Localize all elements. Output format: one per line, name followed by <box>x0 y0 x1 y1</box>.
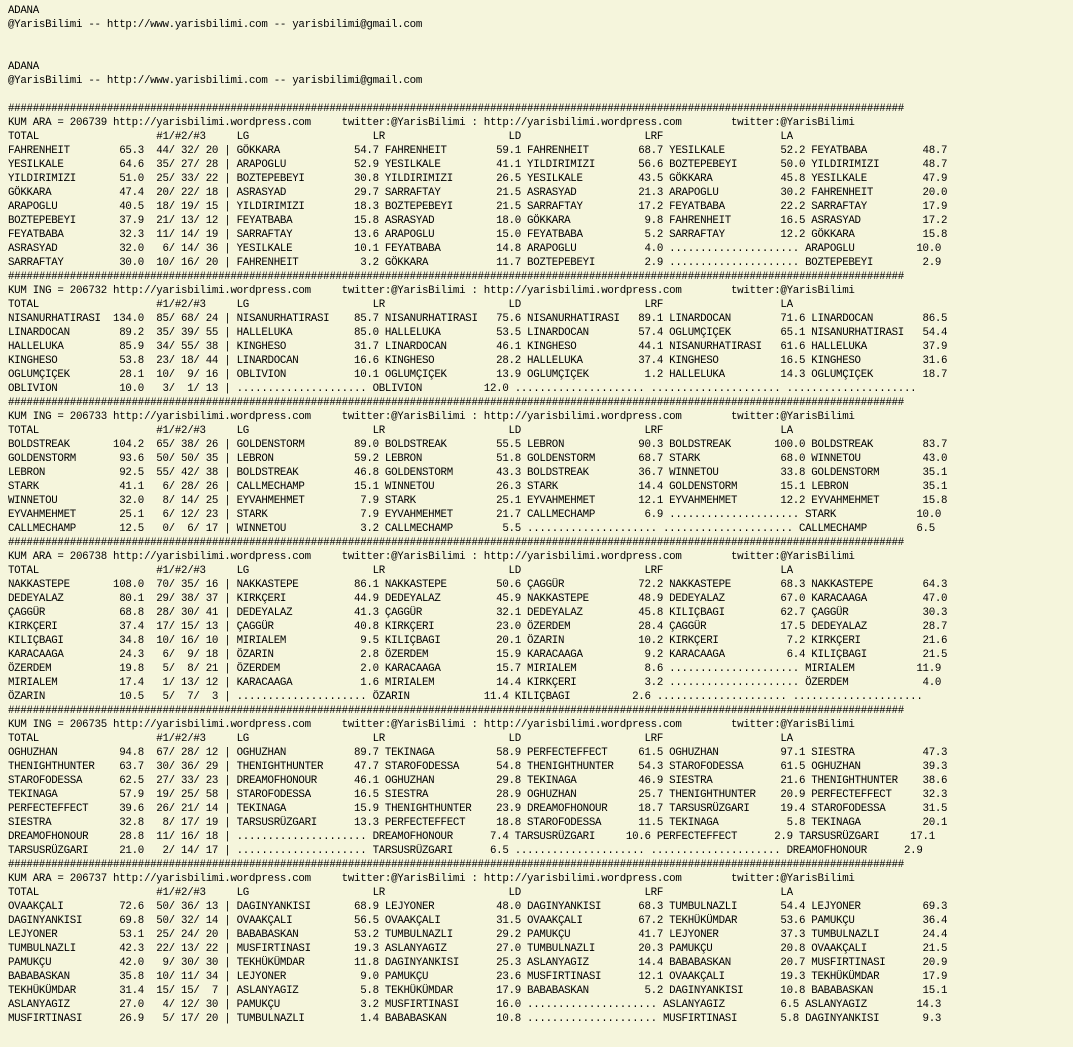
table-row: PERFECTEFFECT 39.6 26/ 21/ 14 | TEKINAGA 15.9 THENIGHTHUNTER 23.9 DREAMOFHONOUR 18.7 TARSUSRÜZGARI 19.4 STAROFODESSA 31.5 <box>8 803 948 815</box>
table-row: MIRIALEM 17.4 1/ 13/ 12 | KARACAAGA 1.6 MIRIALEM 14.4 KIRKÇERI 3.2 ..................... ÖZERDEM 4.0 <box>8 677 942 689</box>
table-row: SARRAFTAY 30.0 10/ 16/ 20 | FAHRENHEIT 3.2 GÖKKARA 11.7 BOZTEPEBEYI 2.9 ..................... BOZTEPEBEYI 2.9 <box>8 257 942 269</box>
table-row: CALLMECHAMP 12.5 0/ 6/ 17 | WINNETOU 3.2 CALLMECHAMP 5.5 ..................... ..................... CALLMECHAMP 6.5 <box>8 523 935 535</box>
table-row: STAROFODESSA 62.5 27/ 33/ 23 | DREAMOFHONOUR 46.1 OGHUZHAN 29.8 TEKINAGA 46.9 SIESTRA 21.6 THENIGHTHUNTER 38.6 <box>8 775 948 787</box>
race-title-line: KUM ING = 206735 http://yarisbilimi.wordpress.com twitter:@YarisBilimi : http://yarisbilimi.wordpress.com twitter:@YarisBilimi <box>8 719 855 731</box>
table-row: GÖKKARA 47.4 20/ 22/ 18 | ASRASYAD 29.7 SARRAFTAY 21.5 ASRASYAD 21.3 ARAPOGLU 30.2 FAHRENHEIT 20.0 <box>8 187 948 199</box>
table-row: KIRKÇERI 37.4 17/ 15/ 13 | ÇAGGÜR 40.8 KIRKÇERI 23.0 ÖZERDEM 28.4 ÇAGGÜR 17.5 DEDEYALAZ 28.7 <box>8 621 948 633</box>
column-header-line: TOTAL #1/#2/#3 LG LR LD LRF LA <box>8 425 793 437</box>
blank-line <box>8 46 947 60</box>
table-row: SIESTRA 32.8 8/ 17/ 19 | TARSUSRÜZGARI 13.3 PERFECTEFFECT 18.8 STAROFODESSA 11.5 TEKINAGA 5.8 TEKINAGA 20.1 <box>8 817 948 829</box>
table-row: BOLDSTREAK 104.2 65/ 38/ 26 | GOLDENSTORM 89.0 BOLDSTREAK 55.5 LEBRON 90.3 BOLDSTREAK 100.0 BOLDSTREAK 83.7 <box>8 439 948 451</box>
column-header-line: TOTAL #1/#2/#3 LG LR LD LRF LA <box>8 299 793 311</box>
table-row: TUMBULNAZLI 42.3 22/ 13/ 22 | MUSFIRTINASI 19.3 ASLANYAGIZ 27.0 TUMBULNAZLI 20.3 PAMUKÇU 20.8 OVAAKÇALI 21.5 <box>8 943 948 955</box>
race-title-line: KUM ARA = 206737 http://yarisbilimi.wordpress.com twitter:@YarisBilimi : http://yarisbilimi.wordpress.com twitter:@YarisBilimi <box>8 873 855 885</box>
table-row: ARAPOGLU 40.5 18/ 19/ 15 | YILDIRIMIZI 18.3 BOZTEPEBEYI 21.5 SARRAFTAY 17.2 FEYATBABA 22.2 SARRAFTAY 17.9 <box>8 201 948 213</box>
page-title: ADANA <box>8 5 39 17</box>
table-row: GOLDENSTORM 93.6 50/ 50/ 35 | LEBRON 59.2 LEBRON 51.8 GOLDENSTORM 68.7 STARK 68.0 WINNETOU 43.0 <box>8 453 948 465</box>
table-row: BOZTEPEBEYI 37.9 21/ 13/ 12 | FEYATBABA 15.8 ASRASYAD 18.0 GÖKKARA 9.8 FAHRENHEIT 16.5 ASRASYAD 17.2 <box>8 215 948 227</box>
separator-line: ################################################################################################################################################# <box>8 705 904 717</box>
table-row: LEJYONER 53.1 25/ 24/ 20 | BABABASKAN 53.2 TUMBULNAZLI 29.2 PAMUKÇU 41.7 LEJYONER 37.3 TUMBULNAZLI 24.4 <box>8 929 948 941</box>
separator-line: ################################################################################################################################################# <box>8 397 904 409</box>
table-row: NAKKASTEPE 108.0 70/ 35/ 16 | NAKKASTEPE 86.1 NAKKASTEPE 50.6 ÇAGGÜR 72.2 NAKKASTEPE 68.3 NAKKASTEPE 64.3 <box>8 579 948 591</box>
table-row: OGLUMÇIÇEK 28.1 10/ 9/ 16 | OBLIVION 10.1 OGLUMÇIÇEK 13.9 OGLUMÇIÇEK 1.2 HALLELUKA 14.3 OGLUMÇIÇEK 18.7 <box>8 369 948 381</box>
table-row: DAGINYANKISI 69.8 50/ 32/ 14 | OVAAKÇALI 56.5 OVAAKÇALI 31.5 OVAAKÇALI 67.2 TEKHÜKÜMDAR 53.6 PAMUKÇU 36.4 <box>8 915 948 927</box>
table-row: KARACAAGA 24.3 6/ 9/ 18 | ÖZARIN 2.8 ÖZERDEM 15.9 KARACAAGA 9.2 KARACAAGA 6.4 KILIÇBAGI 21.5 <box>8 649 948 661</box>
table-row: HALLELUKA 85.9 34/ 55/ 38 | KINGHESO 31.7 LINARDOCAN 46.1 KINGHESO 44.1 NISANURHATIRASI 61.6 HALLELUKA 37.9 <box>8 341 948 353</box>
table-row: FEYATBABA 32.3 11/ 14/ 19 | SARRAFTAY 13.6 ARAPOGLU 15.0 FEYATBABA 5.2 SARRAFTAY 12.2 GÖKKARA 15.8 <box>8 229 948 241</box>
table-row: ÇAGGÜR 68.8 28/ 30/ 41 | DEDEYALAZ 41.3 ÇAGGÜR 32.1 DEDEYALAZ 45.8 KILIÇBAGI 62.7 ÇAGGÜR 30.3 <box>8 607 948 619</box>
table-row: LINARDOCAN 89.2 35/ 39/ 55 | HALLELUKA 85.0 HALLELUKA 53.5 LINARDOCAN 57.4 OGLUMÇIÇEK 65.1 NISANURHATIRASI 54.4 <box>8 327 948 339</box>
table-row: PAMUKÇU 42.0 9/ 30/ 30 | TEKHÜKÜMDAR 11.8 DAGINYANKISI 25.3 ASLANYAGIZ 14.4 BABABASKAN 20.7 MUSFIRTINASI 20.9 <box>8 957 948 969</box>
table-row: YESILKALE 64.6 35/ 27/ 28 | ARAPOGLU 52.9 YESILKALE 41.1 YILDIRIMIZI 56.6 BOZTEPEBEYI 50.0 YILDIRIMIZI 48.7 <box>8 159 948 171</box>
table-row: FAHRENHEIT 65.3 44/ 32/ 20 | GÖKKARA 54.7 FAHRENHEIT 59.1 FAHRENHEIT 68.7 YESILKALE 52.2 FEYATBABA 48.7 <box>8 145 948 157</box>
table-row: TEKHÜKÜMDAR 31.4 15/ 15/ 7 | ASLANYAGIZ 5.8 TEKHÜKÜMDAR 17.9 BABABASKAN 5.2 DAGINYANKISI 10.8 BABABASKAN 15.1 <box>8 985 948 997</box>
table-row: OVAAKÇALI 72.6 50/ 36/ 13 | DAGINYANKISI 68.9 LEJYONER 48.0 DAGINYANKISI 68.3 TUMBULNAZLI 54.4 LEJYONER 69.3 <box>8 901 948 913</box>
table-row: THENIGHTHUNTER 63.7 30/ 36/ 29 | THENIGHTHUNTER 47.7 STAROFODESSA 54.8 THENIGHTHUNTER 54.3 STAROFODESSA 61.5 OGHUZHAN 39.3 <box>8 761 948 773</box>
table-row: EYVAHMEHMET 25.1 6/ 12/ 23 | STARK 7.9 EYVAHMEHMET 21.7 CALLMECHAMP 6.9 ..................... STARK 10.0 <box>8 509 942 521</box>
table-row: OBLIVION 10.0 3/ 1/ 13 | ..................... OBLIVION 12.0 ..................... ..................... ..................... <box>8 383 917 395</box>
race-title-line: KUM ARA = 206738 http://yarisbilimi.wordpress.com twitter:@YarisBilimi : http://yarisbilimi.wordpress.com twitter:@YarisBilimi <box>8 551 855 563</box>
race-title-line: KUM ARA = 206739 http://yarisbilimi.wordpress.com twitter:@YarisBilimi : http://yarisbilimi.wordpress.com twitter:@YarisBilimi <box>8 117 855 129</box>
blank-line <box>8 32 947 46</box>
table-row: ÖZARIN 10.5 5/ 7/ 3 | ..................... ÖZARIN 11.4 KILIÇBAGI 2.6 ..................... ..................... <box>8 691 923 703</box>
table-row: WINNETOU 32.0 8/ 14/ 25 | EYVAHMEHMET 7.9 STARK 25.1 EYVAHMEHMET 12.1 EYVAHMEHMET 12.2 EYVAHMEHMET 15.8 <box>8 495 948 507</box>
separator-line: ################################################################################################################################################# <box>8 859 904 871</box>
column-header-line: TOTAL #1/#2/#3 LG LR LD LRF LA <box>8 131 793 143</box>
race-title-line: KUM ING = 206733 http://yarisbilimi.wordpress.com twitter:@YarisBilimi : http://yarisbilimi.wordpress.com twitter:@YarisBilimi <box>8 411 855 423</box>
separator-line: ################################################################################################################################################# <box>8 537 904 549</box>
table-row: DEDEYALAZ 80.1 29/ 38/ 37 | KIRKÇERI 44.9 DEDEYALAZ 45.9 NAKKASTEPE 48.9 DEDEYALAZ 67.0 KARACAAGA 47.0 <box>8 593 948 605</box>
table-row: STARK 41.1 6/ 28/ 26 | CALLMECHAMP 15.1 WINNETOU 26.3 STARK 14.4 GOLDENSTORM 15.1 LEBRON 35.1 <box>8 481 948 493</box>
table-row: BABABASKAN 35.8 10/ 11/ 34 | LEJYONER 9.0 PAMUKÇU 23.6 MUSFIRTINASI 12.1 OVAAKÇALI 19.3 TEKHÜKÜMDAR 17.9 <box>8 971 948 983</box>
table-row: TARSUSRÜZGARI 21.0 2/ 14/ 17 | ..................... TARSUSRÜZGARI 6.5 ..................... ..................... DREAMOFHONOUR 2.9 <box>8 845 923 857</box>
race-stats-document <box>8 4 947 1026</box>
table-row: DREAMOFHONOUR 28.8 11/ 16/ 18 | ..................... DREAMOFHONOUR 7.4 TARSUSRÜZGARI 10.6 PERFECTEFFECT 2.9 TARSUSRÜZGARI 17.1 <box>8 831 935 843</box>
column-header-line: TOTAL #1/#2/#3 LG LR LD LRF LA <box>8 733 793 745</box>
separator-line: ################################################################################################################################################# <box>8 103 904 115</box>
column-header-line: TOTAL #1/#2/#3 LG LR LD LRF LA <box>8 887 793 899</box>
race-title-line: KUM ING = 206732 http://yarisbilimi.wordpress.com twitter:@YarisBilimi : http://yarisbilimi.wordpress.com twitter:@YarisBilimi <box>8 285 855 297</box>
table-row: LEBRON 92.5 55/ 42/ 38 | BOLDSTREAK 46.8 GOLDENSTORM 43.3 BOLDSTREAK 36.7 WINNETOU 33.8 GOLDENSTORM 35.1 <box>8 467 948 479</box>
table-row: ÖZERDEM 19.8 5/ 8/ 21 | ÖZERDEM 2.0 KARACAAGA 15.7 MIRIALEM 8.6 ..................... MIRIALEM 11.9 <box>8 663 942 675</box>
table-row: NISANURHATIRASI 134.0 85/ 68/ 24 | NISANURHATIRASI 85.7 NISANURHATIRASI 75.6 NISANURHATIRASI 89.1 LINARDOCAN 71.6 LINARDOCAN 86.5 <box>8 313 948 325</box>
table-row: KINGHESO 53.8 23/ 18/ 44 | LINARDOCAN 16.6 KINGHESO 28.2 HALLELUKA 37.4 KINGHESO 16.5 KINGHESO 31.6 <box>8 355 948 367</box>
table-row: TEKINAGA 57.9 19/ 25/ 58 | STAROFODESSA 16.5 SIESTRA 28.9 OGHUZHAN 25.7 THENIGHTHUNTER 20.9 PERFECTEFFECT 32.3 <box>8 789 948 801</box>
table-row: ASLANYAGIZ 27.0 4/ 12/ 30 | PAMUKÇU 3.2 MUSFIRTINASI 16.0 ..................... ASLANYAGIZ 6.5 ASLANYAGIZ 14.3 <box>8 999 942 1011</box>
table-row: OGHUZHAN 94.8 67/ 28/ 12 | OGHUZHAN 89.7 TEKINAGA 58.9 PERFECTEFFECT 61.5 OGHUZHAN 97.1 SIESTRA 47.3 <box>8 747 948 759</box>
column-header-line: TOTAL #1/#2/#3 LG LR LD LRF LA <box>8 565 793 577</box>
table-row: KILIÇBAGI 34.8 10/ 16/ 10 | MIRIALEM 9.5 KILIÇBAGI 20.1 ÖZARIN 10.2 KIRKÇERI 7.2 KIRKÇERI 21.6 <box>8 635 948 647</box>
page-title: ADANA <box>8 61 39 73</box>
table-row: MUSFIRTINASI 26.9 5/ 17/ 20 | TUMBULNAZLI 1.4 BABABASKAN 10.8 ..................... MUSFIRTINASI 5.8 DAGINYANKISI 9.3 <box>8 1013 942 1025</box>
credit-line: @YarisBilimi -- http://www.yarisbilimi.com -- yarisbilimi@gmail.com <box>8 75 423 87</box>
credit-line: @YarisBilimi -- http://www.yarisbilimi.com -- yarisbilimi@gmail.com <box>8 19 423 31</box>
separator-line: ################################################################################################################################################# <box>8 271 904 283</box>
blank-line <box>8 88 947 102</box>
table-row: ASRASYAD 32.0 6/ 14/ 36 | YESILKALE 10.1 FEYATBABA 14.8 ARAPOGLU 4.0 ..................... ARAPOGLU 10.0 <box>8 243 942 255</box>
table-row: YILDIRIMIZI 51.0 25/ 33/ 22 | BOZTEPEBEYI 30.8 YILDIRIMIZI 26.5 YESILKALE 43.5 GÖKKARA 45.8 YESILKALE 47.9 <box>8 173 948 185</box>
